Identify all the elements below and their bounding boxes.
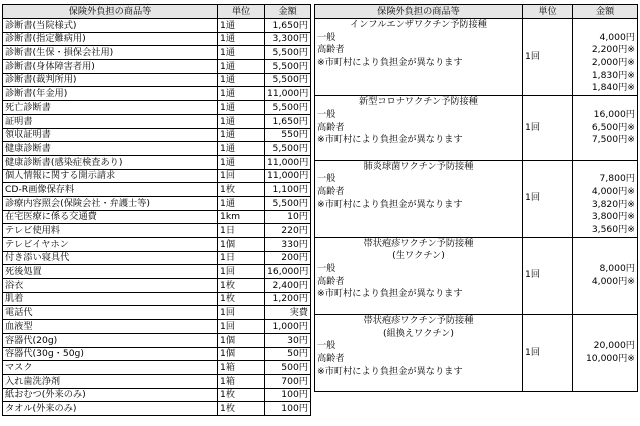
vaccine-price: 8,000円: [599, 263, 635, 275]
vaccine-unit-text: 1回: [525, 121, 541, 133]
vaccine-price: 3,820円※: [591, 198, 635, 210]
vaccine-price: [575, 161, 635, 174]
fee-unit: 1km: [218, 210, 265, 224]
vaccine-title: 新型コロナワクチン予防接種: [359, 96, 478, 108]
fee-amount: 500円: [265, 361, 311, 375]
vaccine-title: 帯状疱疹ワクチン予防接種: [363, 237, 474, 249]
fee-item-name: 診断書(身体障害者用): [3, 60, 218, 74]
fee-amount: 220円: [265, 224, 311, 238]
fee-unit: 1個: [218, 238, 265, 252]
vaccine-price: 10,000円※: [585, 352, 635, 364]
fee-row: [3, 196, 311, 210]
fee-item-name: 紙おむつ(外来のみ): [3, 388, 218, 402]
fee-amount: 1,200円: [265, 292, 311, 306]
fee-row: [3, 73, 311, 87]
vaccine-price: 2,000円※: [591, 57, 635, 69]
vaccine-block: [315, 19, 638, 96]
fee-item-name: 診断書(生保・損保会社用): [3, 46, 218, 60]
fee-unit: 1個: [218, 347, 265, 361]
fee-row: [3, 60, 311, 74]
fee-row: [3, 114, 311, 128]
vaccine-description: [315, 160, 523, 237]
vaccine-unit: [523, 237, 573, 314]
fee-item-name: テレビイヤホン: [3, 238, 218, 252]
vaccine-block: [315, 160, 638, 237]
vaccine-price-label: [317, 147, 520, 160]
fee-amount: 5,500円: [265, 46, 311, 60]
vaccine-prices: [573, 19, 638, 96]
fee-unit: 1箱: [218, 374, 265, 388]
vaccine-price: [575, 378, 635, 391]
fee-unit: 1通: [218, 196, 265, 210]
fee-item-name: 肌着: [3, 292, 218, 306]
fee-unit: 1枚: [218, 388, 265, 402]
fee-item-name: 容器代(20g): [3, 333, 218, 347]
fee-amount: 700円: [265, 374, 311, 388]
fee-item-name: 診療内容照会(保険会社・弁護士等): [3, 196, 218, 210]
vaccine-price-label: [317, 82, 520, 95]
general-fee-rows: [3, 19, 311, 416]
fee-unit: 1枚: [218, 292, 265, 306]
fee-row: [3, 142, 311, 156]
fee-item-name: 死後処置: [3, 265, 218, 279]
column-header-unit: 単位: [523, 5, 573, 19]
fee-item-name: 浴衣: [3, 279, 218, 293]
vaccine-price-label: 高齢者: [317, 44, 345, 56]
vaccine-price-label: [317, 70, 520, 83]
vaccine-price: [575, 96, 635, 109]
vaccine-price-label: 高齢者: [317, 275, 345, 287]
vaccine-unit: [523, 314, 573, 391]
vaccine-unit-text: 1回: [525, 346, 541, 358]
column-header-amount: 金額: [573, 5, 638, 19]
vaccination-fee-rows: [315, 19, 638, 392]
vaccine-price: 3,800円※: [591, 211, 635, 223]
vaccine-unit-text: 1回: [525, 50, 541, 62]
fee-unit: 1枚: [218, 402, 265, 416]
fee-unit: 1通: [218, 142, 265, 156]
vaccine-prices: [573, 160, 638, 237]
general-fee-table: [2, 4, 311, 416]
fee-amount: 1,650円: [265, 114, 311, 128]
fee-row: [3, 169, 311, 183]
vaccine-price: [575, 19, 635, 32]
fee-item-name: 証明書: [3, 114, 218, 128]
fee-amount: 1,650円: [265, 19, 311, 33]
vaccine-price-label: 一般: [317, 173, 336, 185]
fee-amount: 2,400円: [265, 279, 311, 293]
vaccine-prices: [573, 237, 638, 314]
fee-row: [3, 128, 311, 142]
column-header-unit: 単位: [218, 5, 265, 19]
fee-item-name: 領収証明書: [3, 128, 218, 142]
fee-row: [3, 320, 311, 334]
fee-unit: 1通: [218, 73, 265, 87]
vaccine-price: [575, 328, 635, 341]
vaccine-prices: [573, 96, 638, 160]
vaccine-price: 7,500円※: [591, 134, 635, 146]
fee-row: [3, 183, 311, 197]
vaccine-unit-text: 1回: [525, 269, 541, 281]
fee-amount: 1,100円: [265, 183, 311, 197]
fee-row: [3, 333, 311, 347]
fee-item-name: 診断書(年金用): [3, 87, 218, 101]
fee-item-name: 個人情報に関する開示請求: [3, 169, 218, 183]
fee-row: [3, 251, 311, 265]
vaccine-price: 2,200円※: [591, 44, 635, 56]
vaccine-unit-text: 1回: [525, 192, 541, 204]
fee-amount: 10円: [265, 210, 311, 224]
fee-item-name: 診断書(指定難病用): [3, 32, 218, 46]
vaccine-title: (生ワクチン): [392, 250, 445, 262]
fee-row: [3, 279, 311, 293]
fee-row: [3, 238, 311, 252]
vaccine-title: 帯状疱疹ワクチン予防接種: [363, 314, 474, 326]
vaccine-price-label: 高齢者: [317, 352, 345, 364]
vaccine-price-label: [317, 211, 520, 224]
fee-amount: 3,300円: [265, 32, 311, 46]
fee-row: [3, 265, 311, 279]
fee-item-name: CD-R画像保存料: [3, 183, 218, 197]
vaccination-fee-header-row: [315, 5, 638, 19]
vaccine-price: 3,560円※: [591, 224, 635, 235]
vaccine-price: [575, 147, 635, 160]
fee-unit: 1枚: [218, 279, 265, 293]
fee-amount: 30円: [265, 333, 311, 347]
fee-item-name: 健康診断書: [3, 142, 218, 156]
fee-unit: 1通: [218, 32, 265, 46]
vaccine-price: 4,000円※: [591, 185, 635, 197]
vaccine-price-label: 一般: [317, 340, 336, 352]
vaccine-block: [315, 314, 638, 391]
vaccine-price: 1,830円※: [591, 69, 635, 81]
fee-amount: 16,000円: [265, 265, 311, 279]
fee-item-name: 電話代: [3, 306, 218, 320]
fee-item-name: 診断書(当院様式): [3, 19, 218, 33]
fee-row: [3, 101, 311, 115]
vaccine-price: [575, 288, 635, 301]
vaccine-price-label: [317, 378, 520, 391]
vaccine-price: 16,000円: [593, 108, 635, 120]
fee-amount: 5,500円: [265, 60, 311, 74]
fee-row: [3, 402, 311, 416]
vaccine-price-label: 高齢者: [317, 185, 345, 197]
fee-row: [3, 155, 311, 169]
vaccine-price: [575, 238, 635, 251]
general-fee-header-row: [3, 5, 311, 19]
vaccine-price-label: 一般: [317, 263, 336, 275]
fee-item-name: タオル(外来のみ): [3, 402, 218, 416]
vaccine-unit: [523, 96, 573, 160]
fee-unit: 1通: [218, 155, 265, 169]
vaccine-title: 肺炎球菌ワクチン予防接種: [363, 160, 474, 172]
vaccine-price: 6,500円※: [591, 121, 635, 133]
vaccine-description: [315, 237, 523, 314]
fee-unit: 1通: [218, 46, 265, 60]
vaccine-block: [315, 96, 638, 160]
fee-row: [3, 87, 311, 101]
fee-item-name: 血液型: [3, 320, 218, 334]
vaccine-price-label: 高齢者: [317, 121, 345, 133]
vaccine-price: 4,000円: [599, 31, 635, 43]
vaccine-price: 7,800円: [599, 173, 635, 185]
fee-item-name: 診断書(裁判所用): [3, 73, 218, 87]
fee-amount: 5,500円: [265, 73, 311, 87]
fee-item-name: 入れ歯洗浄剤: [3, 374, 218, 388]
vaccine-price-label: ※市町村により負担金が異なります: [317, 365, 463, 377]
vaccine-description: [315, 314, 523, 391]
fee-unit: 1通: [218, 87, 265, 101]
vaccine-price: 20,000円: [593, 340, 635, 352]
vaccine-block: [315, 237, 638, 314]
fee-amount: 50円: [265, 347, 311, 361]
fee-unit: 1個: [218, 333, 265, 347]
fee-amount: 330円: [265, 238, 311, 252]
vaccine-price-label: ※市町村により負担金が異なります: [317, 134, 463, 146]
fee-unit: 1通: [218, 19, 265, 33]
fee-amount: 550円: [265, 128, 311, 142]
vaccine-price-label: ※市町村により負担金が異なります: [317, 57, 463, 69]
fee-row: [3, 292, 311, 306]
fee-row: [3, 306, 311, 320]
fee-item-name: テレビ使用料: [3, 224, 218, 238]
fee-row: [3, 374, 311, 388]
fee-amount: 5,500円: [265, 101, 311, 115]
vaccine-price: [575, 250, 635, 263]
vaccine-title: インフルエンザワクチン予防接種: [350, 19, 487, 30]
vaccine-price-label: ※市町村により負担金が異なります: [317, 288, 463, 300]
fee-unit: 1回: [218, 320, 265, 334]
fee-amount: 11,000円: [265, 87, 311, 101]
vaccine-price-label: 一般: [317, 108, 336, 120]
fee-row: [3, 361, 311, 375]
vaccine-unit: [523, 19, 573, 96]
fee-unit: 1通: [218, 128, 265, 142]
vaccine-unit: [523, 160, 573, 237]
fee-amount: 1,000円: [265, 320, 311, 334]
vaccine-title: (組換えワクチン): [382, 327, 455, 339]
fee-amount: 11,000円: [265, 169, 311, 183]
fee-row: [3, 388, 311, 402]
fee-item-name: 付き添い寝具代: [3, 251, 218, 265]
fee-amount: 実費: [265, 306, 311, 320]
fee-unit: 1回: [218, 169, 265, 183]
fee-unit: 1箱: [218, 361, 265, 375]
fee-unit: 1日: [218, 251, 265, 265]
fee-item-name: 健康診断書(感染症検査あり): [3, 155, 218, 169]
fee-amount: 5,500円: [265, 196, 311, 210]
fee-unit: 1日: [218, 224, 265, 238]
fee-item-name: 死亡診断書: [3, 101, 218, 115]
vaccine-prices: [573, 314, 638, 391]
vaccine-price-label: [317, 224, 520, 237]
fee-amount: 11,000円: [265, 155, 311, 169]
fee-row: [3, 347, 311, 361]
column-header-amount: 金額: [265, 5, 311, 19]
fee-unit: 1回: [218, 265, 265, 279]
fee-unit: 1通: [218, 101, 265, 115]
vaccine-price: [575, 315, 635, 328]
fee-unit: 1通: [218, 114, 265, 128]
fee-amount: 5,500円: [265, 142, 311, 156]
vaccine-description: [315, 19, 523, 96]
fee-row: [3, 46, 311, 60]
vaccine-price-label: [317, 301, 520, 314]
vaccine-price: [575, 366, 635, 379]
fee-row: [3, 210, 311, 224]
vaccine-price: [575, 301, 635, 314]
fee-amount: 100円: [265, 388, 311, 402]
vaccine-price: 4,000円※: [591, 275, 635, 287]
fee-unit: 1通: [218, 60, 265, 74]
fee-item-name: 在宅医療に係る交通費: [3, 210, 218, 224]
vaccine-price-label: ※市町村により負担金が異なります: [317, 198, 463, 210]
column-header-item: 保険外負担の商品等: [315, 5, 523, 19]
fee-row: [3, 19, 311, 33]
vaccine-description: [315, 96, 523, 160]
vaccine-price-label: 一般: [317, 31, 336, 43]
fee-amount: 100円: [265, 402, 311, 416]
fee-row: [3, 224, 311, 238]
fee-amount: 200円: [265, 251, 311, 265]
vaccination-fee-table: [314, 4, 638, 392]
fee-item-name: マスク: [3, 361, 218, 375]
fee-item-name: 容器代(30g・50g): [3, 347, 218, 361]
fee-row: [3, 32, 311, 46]
column-header-item: 保険外負担の商品等: [3, 5, 218, 19]
fee-unit: 1枚: [218, 183, 265, 197]
vaccine-price: 1,840円※: [591, 82, 635, 94]
fee-unit: 1回: [218, 306, 265, 320]
